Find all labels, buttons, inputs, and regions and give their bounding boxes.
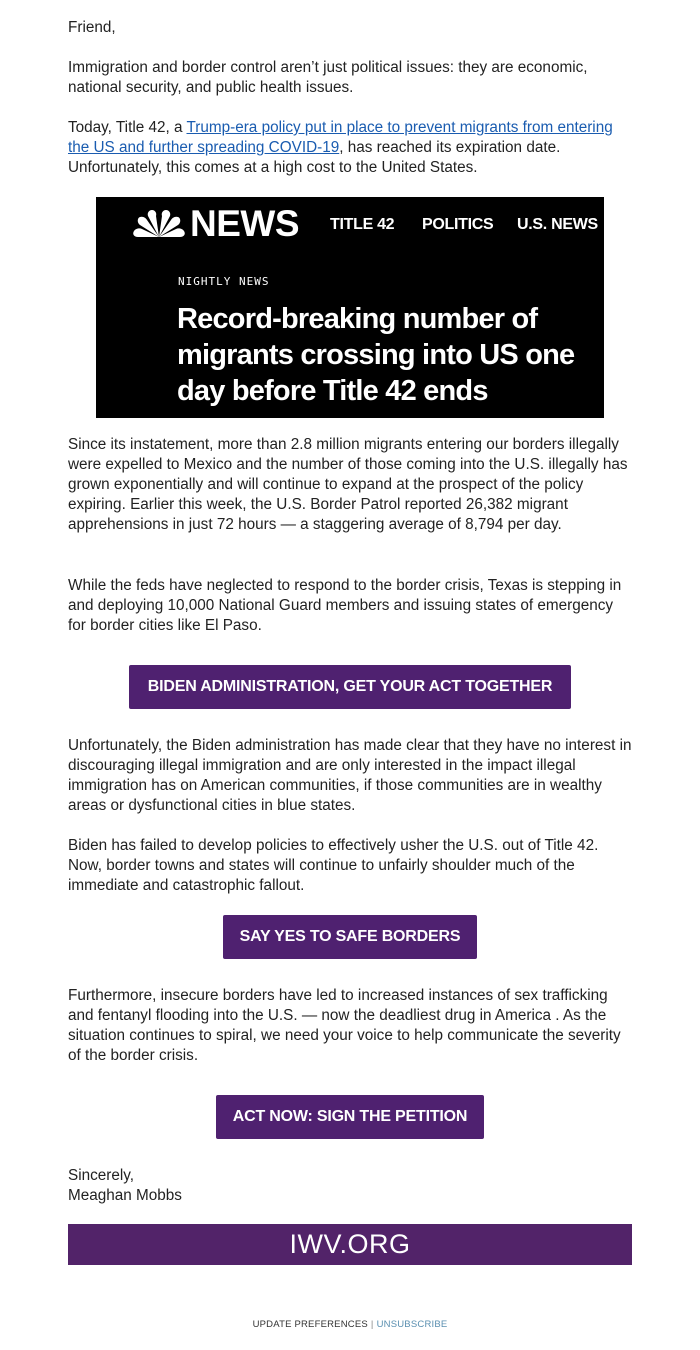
- news-banner-image[interactable]: [96, 197, 604, 418]
- unsubscribe-link[interactable]: UNSUBSCRIBE: [376, 1319, 448, 1330]
- footer-separator: |: [370, 1319, 374, 1330]
- trump-era-policy-link[interactable]: Trump-era policy put in place to prevent migrants from entering the US and further spreading COVID-19: [68, 119, 613, 156]
- paragraph-fentanyl: Furthermore, insecure borders have led to increased instances of sex trafficking and fentanyl flooding into the U.S. — now the deadliest drug in America . As the situation continues to spiral, we need your voice to help communicate the severity of the border crisis.: [68, 987, 621, 1064]
- paragraph-biden-failed: Biden has failed to develop policies to effectively usher the U.S. out of Title 42. Now, border towns and states will continue to unfairly shoulder much of the immediate and catastrophic fallout.: [68, 837, 599, 894]
- signature: Meaghan Mobbs: [68, 1187, 182, 1204]
- greeting: Friend,: [68, 19, 116, 36]
- footer-links: [0, 1319, 700, 1330]
- paragraph-title42: [68, 118, 633, 178]
- update-preferences-link[interactable]: UPDATE PREFERENCES: [252, 1319, 368, 1330]
- news-brand: NEWS: [190, 203, 299, 244]
- paragraph-biden-admin: Unfortunately, the Biden administration has made clear that they have no interest in discouraging illegal immigration and are only interested in the impact illegal immigration has on American communities, if those communities are in wealthy areas or dysfunctional cities in blue states.: [68, 737, 632, 814]
- signoff: Sincerely,: [68, 1167, 135, 1184]
- paragraph-intro: Immigration and border control aren’t just political issues: they are economic, national security, and public health issues.: [68, 59, 588, 96]
- safe-borders-button[interactable]: SAY YES TO SAFE BORDERS: [223, 915, 477, 959]
- banner-nav-us-news: U.S. NEWS: [517, 216, 598, 233]
- banner-kicker: NIGHTLY NEWS: [178, 275, 270, 288]
- iwv-footer-banner[interactable]: IWV.ORG: [68, 1224, 632, 1265]
- biden-act-together-button[interactable]: BIDEN ADMINISTRATION, GET YOUR ACT TOGETHER: [129, 665, 571, 709]
- peacock-logo-icon: [132, 207, 186, 239]
- paragraph-statistics: Since its instatement, more than 2.8 million migrants entering our borders illegally were expelled to Mexico and the number of those coming into the U.S. illegally has grown exponentially and will continue to expand at the prospect of the policy expiring. Earlier this week, the U.S. Border Patrol reported 26,382 migrant apprehensions in just 72 hours — a staggering average of 8,794 per day.: [68, 436, 628, 533]
- sign-petition-button[interactable]: ACT NOW: SIGN THE PETITION: [216, 1095, 484, 1139]
- signoff-block: [68, 1166, 182, 1206]
- paragraph-texas: While the feds have neglected to respond to the border crisis, Texas is stepping in and deploying 10,000 National Guard members and issuing states of emergency for border cities like El Paso.: [68, 577, 622, 634]
- banner-nav-politics: POLITICS: [422, 216, 494, 233]
- paragraph-title42-after: , has reached its expiration date. Unfortunately, this comes at a high cost to the United States.: [68, 139, 561, 176]
- paragraph-title42-before: Today, Title 42, a: [68, 119, 187, 136]
- banner-nav-title42: TITLE 42: [330, 216, 395, 233]
- banner-headline: Record-breaking number of migrants crossing into US one day before Title 42 ends: [177, 303, 575, 407]
